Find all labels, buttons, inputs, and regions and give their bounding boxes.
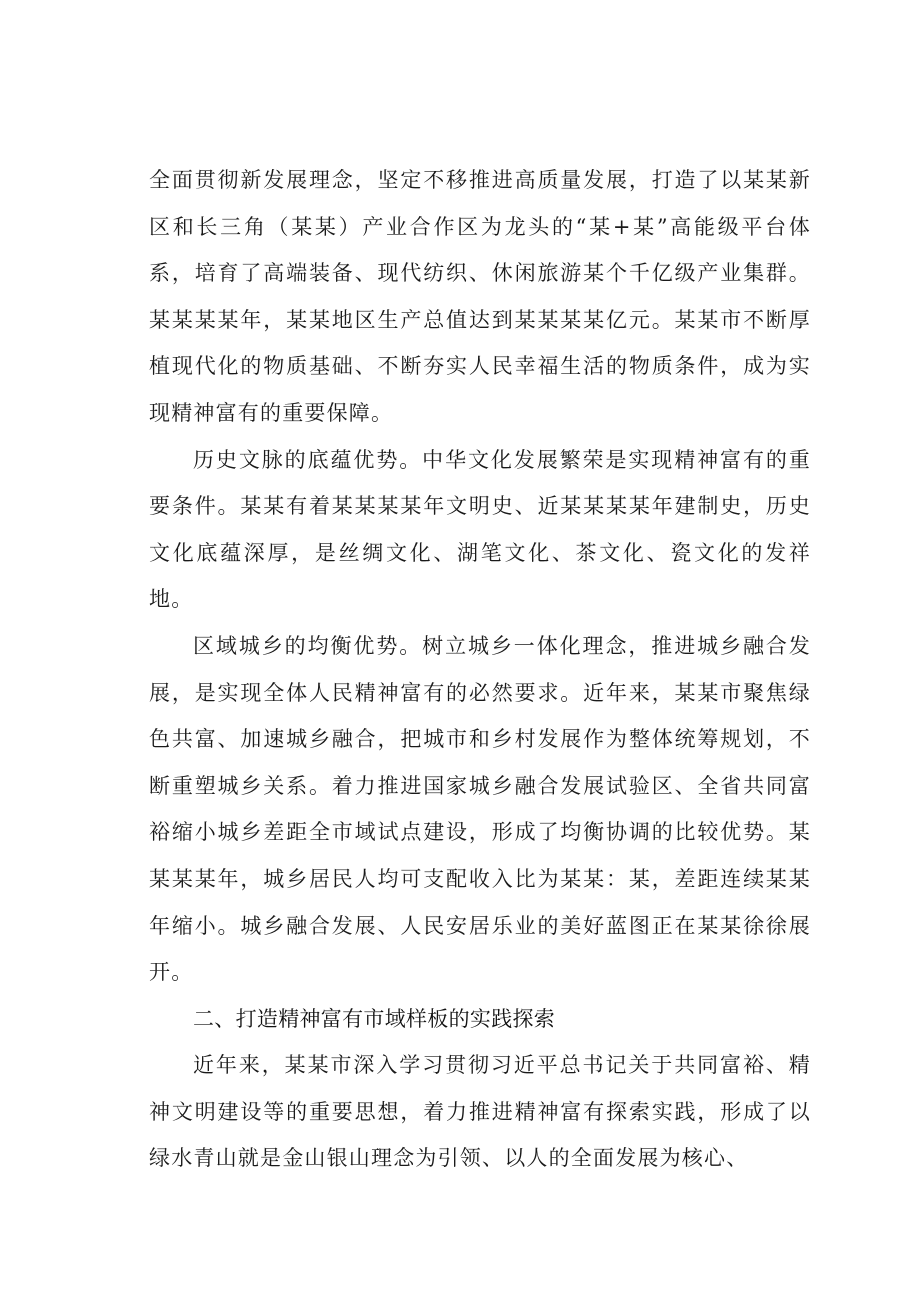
body-paragraph-4: 近年来，某某市深入学习贯彻习近平总书记关于共同富裕、精神文明建设等的重要思想，着力推进精神富有探索实践，形成了以绿水青山就是金山银山理念为引领、以人的全面发展为核心、 <box>149 1053 811 1171</box>
body-paragraph-1: 全面贯彻新发展理念，坚定不移推进高质量发展，打造了以某某新区和长三角（某某）产业合作区为龙头的“某+某”高能级平台体系，培育了高端装备、现代纺织、休闲旅游某个千亿级产业集群。某某某某年，某某地区生产总值达到某某某某亿元。某某市不断厚植现代化的物质基础、不断夯实人民幸福生活的物质条件，成为实现精神富有的重要保障。 <box>149 168 811 425</box>
body-paragraph-2: 历史文脉的底蕴优势。中华文化发展繁荣是实现精神富有的重要条件。某某有着某某某某年文明史、近某某某某年建制史，历史文化底蕴深厚，是丝绸文化、湖笔文化、茶文化、瓷文化的发祥地。 <box>149 447 811 612</box>
body-paragraph-3: 区域城乡的均衡优势。树立城乡一体化理念，推进城乡融合发展，是实现全体人民精神富有的必然要求。近年来，某某市聚焦绿色共富、加速城乡融合，把城市和乡村发展作为整体统筹规划，不断重塑城乡关系。着力推进国家城乡融合发展试验区、全省共同富裕缩小城乡差距全市域试点建设，形成了均衡协调的比较优势。某某某某年，城乡居民人均可支配收入比为某某：某，差距连续某某年缩小。城乡融合发展、人民安居乐业的美好蓝图正在某某徐徐展开。 <box>149 633 811 985</box>
section-heading: 二、打造精神富有市域样板的实践探索 <box>193 1006 556 1031</box>
document-body <box>149 157 811 1182</box>
